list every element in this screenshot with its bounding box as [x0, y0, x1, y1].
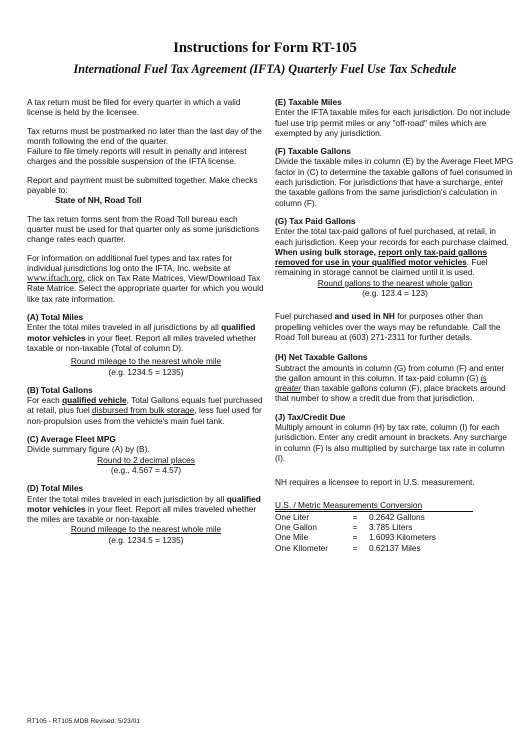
paragraph-website	[27, 253, 265, 304]
conversion-value: 1.6093 Kilometers	[369, 532, 436, 543]
conversion-unit: One Kilometer	[275, 542, 329, 553]
paragraph-nh-refund	[275, 311, 515, 342]
conversion-equals: =	[352, 542, 358, 553]
section-d-bold: qualified motor vehicles	[27, 493, 261, 514]
conversion-title: U.S. / Metric Measurements Conversion	[275, 499, 423, 510]
left-column	[27, 97, 265, 553]
paragraph-filing: A tax return must be filed for every quarter in which a valid license is held by the licensee.	[27, 97, 241, 118]
section-b-text	[27, 395, 265, 426]
section-g-bold-underline: report only tax-paid gallons removed for use in your qualified motor vehicles	[275, 246, 488, 268]
section-d-text	[27, 494, 265, 525]
section-h-text-2: than taxable gallons column (F), place brackets around that number to show a credit due from that jurisdiction.	[275, 383, 506, 404]
conversion-row	[275, 522, 515, 532]
section-f-text: Divide the taxable miles in column (E) by the Average Fleet MPG factor in (C) to determine the taxable gallons of fuel consumed in each jurisdiction. For jurisdictions that have a surcharge, enter the taxable gallons from the same jurisdiction's calculation in column (F).	[275, 156, 514, 208]
section-a-round: Round mileage to the nearest whole mile	[70, 356, 222, 367]
section-b-text-3: , less fuel used for non-propulsion uses from the vehicle's main fuel tank.	[27, 405, 262, 426]
section-a-heading: (A) Total Miles	[27, 312, 84, 323]
conversion-equals: =	[352, 522, 358, 533]
website-text-a: For information on additional fuel types and tax rates for individual jurisdictions log onto the IFTA, Inc. website at	[27, 252, 233, 273]
conversion-unit: One Mile	[275, 532, 309, 543]
paragraph-penalty: Failure to file timely reports will result in penalty and interest charges and the possible suspension of the IFTA license.	[27, 146, 247, 167]
section-b-bulk: disbursed from bulk storage	[92, 405, 195, 416]
section-e-heading: (E) Taxable Miles	[275, 97, 342, 107]
section-h-heading: (H) Net Taxable Gallons	[275, 352, 368, 363]
section-d-example: (e.g. 1234.5 = 1235)	[108, 534, 184, 545]
nh-refund-text-1: Fuel purchased	[275, 311, 335, 322]
conversion-equals: =	[352, 511, 358, 522]
conversion-row	[275, 532, 515, 542]
section-h-text	[275, 363, 515, 404]
conversion-unit: One Gallon	[275, 522, 317, 533]
conversion-value: 0.2642 Gallons	[369, 511, 425, 522]
section-a-example: (e.g. 1234.5 = 1235)	[108, 366, 184, 377]
section-g-heading: (G) Tax Paid Gallons	[275, 215, 356, 226]
section-c-text: Divide summary figure (A) by (B).	[27, 444, 150, 455]
section-g-text	[275, 226, 515, 277]
section-d-round: Round mileage to the nearest whole mile	[70, 524, 222, 535]
paragraph-payment: Report and payment must be submitted together. Make checks payable to:	[27, 174, 258, 196]
page-title: Instructions for Form RT-105	[173, 40, 357, 56]
ifta-website-link[interactable]: www.iftach.org	[27, 273, 83, 284]
section-c-round: Round to 2 decimal places	[97, 454, 195, 465]
conversion-row	[275, 543, 515, 553]
section-g-example: (e.g. 123.4 = 123)	[362, 288, 428, 299]
conversion-value: 3.785 Liters	[369, 522, 413, 533]
section-c-heading: (C) Average Fleet MPG	[27, 434, 116, 445]
section-c-example: (e.g., 4.567 = 4.57)	[110, 464, 182, 475]
section-g-text-1: Enter the total tax-paid gallons of fuel purchased, at retail, in each jurisdiction. Keep your records for each purchase claimed.	[275, 226, 509, 247]
footer-revision: RT105 - RT105.MDB Revised: 5/23/01	[27, 718, 141, 725]
section-h-greater: is greater	[275, 372, 487, 394]
conversion-row	[275, 512, 515, 522]
section-a-bold: qualified motor vehicles	[27, 322, 256, 343]
section-a-text-1: Enter the total miles traveled in all jurisdictions by all	[27, 322, 222, 333]
section-j-text: Multiply amount in column (H) by tax rate, column (I) for each jurisdiction. Enter any credit amount in brackets. Any surcharge in column (F) is also multiplied by surcharge tax rate in column (I).	[275, 422, 507, 463]
paragraph-forms: The tax return forms sent from the Road Toll bureau each quarter must be used for that quarter only as some jurisdictions change rates each quarter.	[27, 213, 259, 245]
conversion-table	[275, 512, 515, 553]
section-h-text-1: Subtract the amounts in column (G) from column (F) and enter the gallon amount in this column. If tax-paid column (G)	[275, 362, 505, 383]
section-e-text: Enter the IFTA taxable miles for each jurisdiction. Do not include fuel use trip permit miles or any "off-road" miles which are exempted by any jurisdiction.	[275, 107, 511, 138]
section-b-text-2: , Total Gallons equals fuel purchased at retail, plus fuel	[27, 395, 263, 416]
nh-refund-text-2: for purposes other than propelling vehicles over the ways may be refundable. Call the Road Toll bureau at (603) 271-2311 for further details.	[275, 311, 501, 342]
section-b-text-1: For each	[27, 395, 63, 406]
section-g-bold: When using bulk storage,	[275, 246, 379, 257]
section-d-text-2: in your fleet. Report all miles traveled whether the miles are taxable or non-taxable.	[27, 503, 257, 525]
paragraph-us-measurement: NH requires a licensee to report in U.S. measurement.	[275, 477, 475, 488]
conversion-equals: =	[352, 532, 358, 543]
nh-refund-bold: and used in NH	[334, 311, 395, 322]
section-a-text-2: in your fleet. Report all miles traveled whether taxable or non-taxable (Total of column D).	[27, 332, 257, 353]
paragraph-postmark: Tax returns must be postmarked no later than the last day of the month following the end of the quarter.	[27, 125, 262, 146]
conversion-value: 0.62137 Miles	[369, 542, 421, 553]
section-b-heading: (B) Total Gallons	[27, 384, 93, 395]
section-d-text-1: Enter the total miles traveled in each jurisdiction by all	[27, 493, 227, 504]
conversion-unit: One Liter	[275, 511, 310, 522]
section-a-text	[27, 322, 265, 353]
section-b-qualified: qualified vehicle	[62, 395, 127, 406]
page-subtitle: International Fuel Tax Agreement (IFTA) Quarterly Fuel Use Tax Schedule	[73, 62, 457, 76]
payee-name: State of NH, Road Toll	[55, 195, 142, 206]
website-text-b: , click on Tax Rate Matrices, View/Download Tax Rate Matrice. Select the appropriate quarter for which you would like tax rate information.	[27, 273, 264, 304]
section-g-text-2: . Fuel remaining in storage cannot be claimed until it is used.	[275, 257, 488, 278]
section-j-heading: (J) Tax/Credit Due	[275, 411, 346, 422]
right-column	[275, 97, 515, 553]
section-g-round: Round gallons to the nearest whole gallon	[317, 277, 473, 288]
section-f-heading: (F) Taxable Gallons	[275, 146, 351, 157]
section-d-heading: (D) Total Miles	[27, 483, 84, 494]
